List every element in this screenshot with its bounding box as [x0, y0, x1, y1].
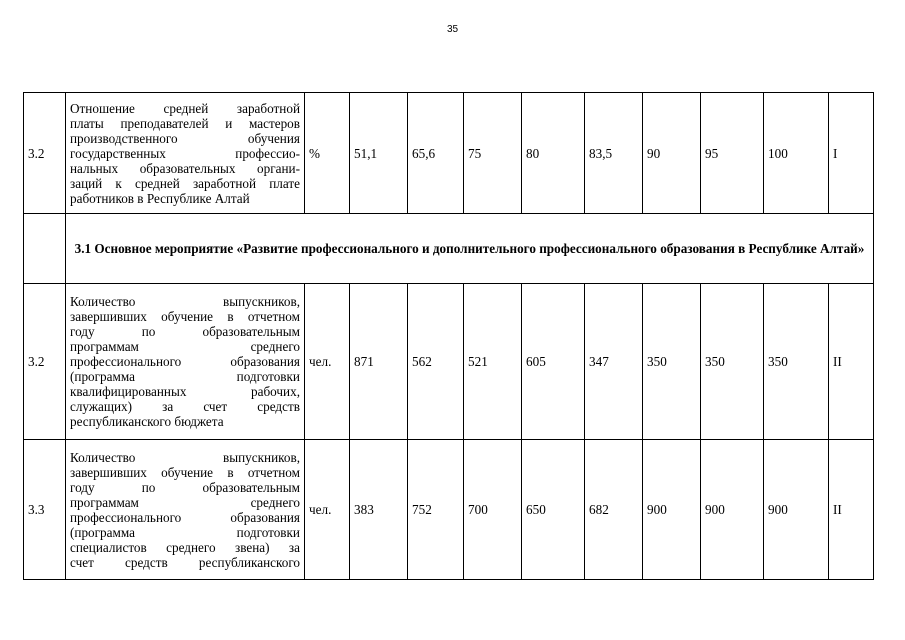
category-cell: I — [829, 93, 874, 214]
description-line: специалистов среднего звена) за — [70, 539, 300, 555]
category-cell: II — [829, 284, 874, 440]
indicator-description — [66, 440, 305, 580]
description-line: производственного обучения — [70, 130, 300, 146]
description-line: нальных образовательных органи- — [70, 160, 300, 176]
value-cell: 871 — [350, 284, 408, 440]
description-line: году по образовательным — [70, 324, 300, 339]
value-cell: 383 — [350, 440, 408, 580]
description-line: платы преподавателей и мастеров — [70, 115, 300, 131]
row-number: 3.2 — [24, 284, 66, 440]
row-number: 3.3 — [24, 440, 66, 580]
description-line: году по образовательным — [70, 479, 300, 495]
value-cell: 605 — [522, 284, 585, 440]
indicator-description — [66, 284, 305, 440]
unit-cell: чел. — [305, 440, 350, 580]
table-row — [24, 284, 874, 440]
value-cell: 900 — [701, 440, 764, 580]
row-number: 3.2 — [24, 93, 66, 214]
value-cell: 900 — [764, 440, 829, 580]
value-cell: 51,1 — [350, 93, 408, 214]
value-cell: 650 — [522, 440, 585, 580]
table-row — [24, 440, 874, 580]
description-line: работников в Республике Алтай — [70, 190, 250, 206]
description-line: завершивших обучение в отчетном — [70, 309, 300, 324]
value-cell: 350 — [643, 284, 701, 440]
value-cell: 65,6 — [408, 93, 464, 214]
description-line: государственных профессио- — [70, 145, 300, 161]
section-spacer-cell — [24, 214, 66, 284]
description-line: профессионального образования — [70, 354, 300, 369]
unit-cell: % — [305, 93, 350, 214]
unit-cell: чел. — [305, 284, 350, 440]
description-line: служащих) за счет средств — [70, 399, 300, 414]
description-line: (программа подготовки — [70, 524, 300, 540]
value-cell: 90 — [643, 93, 701, 214]
value-cell: 350 — [701, 284, 764, 440]
value-cell: 80 — [522, 93, 585, 214]
value-cell: 83,5 — [585, 93, 643, 214]
description-line: профессионального образования — [70, 509, 300, 525]
description-line: Отношение средней заработной — [70, 100, 300, 116]
value-cell: 752 — [408, 440, 464, 580]
description-line: заций к средней заработной плате — [70, 175, 300, 191]
indicator-description — [66, 93, 305, 214]
value-cell: 700 — [464, 440, 522, 580]
category-cell: II — [829, 440, 874, 580]
value-cell: 75 — [464, 93, 522, 214]
description-line: программам среднего — [70, 339, 300, 354]
description-line: республиканского бюджета — [70, 414, 224, 429]
indicators-table — [23, 92, 874, 580]
description-line: квалифицированных рабочих, — [70, 384, 300, 399]
section-row — [24, 214, 874, 284]
description-line: (программа подготовки — [70, 369, 300, 384]
page-number: 35 — [446, 24, 459, 35]
description-line: счет средств республиканского — [70, 554, 300, 570]
table-row — [24, 93, 874, 214]
description-line: Количество выпускников, — [70, 449, 300, 465]
value-cell: 900 — [643, 440, 701, 580]
description-line: программам среднего — [70, 494, 300, 510]
description-line: завершивших обучение в отчетном — [70, 464, 300, 480]
value-cell: 350 — [764, 284, 829, 440]
section-title: 3.1 Основное мероприятие «Развитие профессионального и дополнительного профессионального образования в Республике Алтай» — [66, 214, 874, 284]
value-cell: 562 — [408, 284, 464, 440]
value-cell: 100 — [764, 93, 829, 214]
description-line: Количество выпускников, — [70, 294, 300, 309]
value-cell: 682 — [585, 440, 643, 580]
value-cell: 347 — [585, 284, 643, 440]
value-cell: 95 — [701, 93, 764, 214]
value-cell: 521 — [464, 284, 522, 440]
